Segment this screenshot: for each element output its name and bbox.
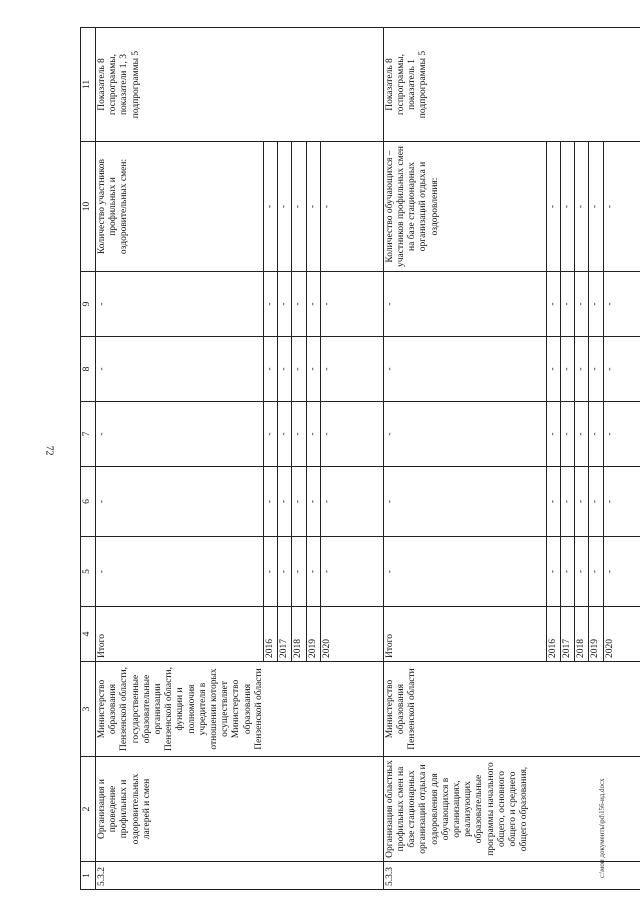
value-cell: - [264, 537, 278, 607]
value-cell: - [561, 402, 575, 467]
value-cell: - [306, 537, 320, 607]
year-cell: 2017 [278, 607, 292, 662]
value-cell: - [320, 537, 383, 607]
measure-name: Организация областных профильных смен на базе стационарных организаций отдыха и оздоровления для обучающихся в организациях, реализующих образовательные программы начального общего, основного общего и среднего общего образования, [383, 757, 640, 862]
value-cell: - [603, 537, 640, 607]
value-cell: - [306, 337, 320, 402]
header-cell: 1 [81, 862, 96, 890]
value-cell: - [546, 142, 560, 272]
value-cell: - [264, 272, 278, 337]
value-cell: - [383, 537, 546, 607]
value-cell: - [603, 142, 640, 272]
value-cell: - [292, 272, 306, 337]
value-cell: - [96, 272, 264, 337]
value-cell: - [575, 467, 589, 537]
value-cell: - [292, 402, 306, 467]
value-cell: - [546, 402, 560, 467]
value-cell: - [546, 337, 560, 402]
value-cell: - [575, 142, 589, 272]
value-cell: - [589, 337, 603, 402]
value-cell: - [292, 142, 306, 272]
value-cell: - [575, 537, 589, 607]
header-cell: 10 [81, 142, 96, 272]
value-cell: - [383, 272, 546, 337]
value-cell: - [96, 402, 264, 467]
value-cell: - [383, 337, 546, 402]
year-cell: 2020 [603, 607, 640, 662]
value-cell: - [320, 337, 383, 402]
value-cell: - [603, 402, 640, 467]
header-cell: 2 [81, 757, 96, 862]
value-cell: - [278, 467, 292, 537]
header-cell: 4 [81, 607, 96, 662]
value-cell: - [320, 402, 383, 467]
value-cell: - [320, 272, 383, 337]
value-cell: - [561, 337, 575, 402]
value-cell: - [589, 537, 603, 607]
table-row [383, 28, 546, 890]
header-row [81, 28, 96, 890]
header-cell: 3 [81, 662, 96, 757]
value-cell: - [292, 337, 306, 402]
value-cell: - [96, 537, 264, 607]
indicator-cell: Количество обучающихся – участников профильных смен на базе стационарных организаций отдыха и оздоровления: [383, 142, 546, 272]
value-cell: - [589, 402, 603, 467]
value-cell: - [575, 337, 589, 402]
value-cell: - [383, 467, 546, 537]
header-cell: 6 [81, 467, 96, 537]
year-cell: 2018 [575, 607, 589, 662]
value-cell: - [278, 337, 292, 402]
year-cell: 2016 [264, 607, 278, 662]
value-cell: - [264, 142, 278, 272]
year-cell: 2018 [292, 607, 306, 662]
year-cell: 2020 [320, 607, 383, 662]
value-cell: - [546, 537, 560, 607]
year-cell: 2019 [306, 607, 320, 662]
value-cell: - [278, 537, 292, 607]
value-cell: - [589, 142, 603, 272]
header-cell: 11 [81, 28, 96, 142]
file-path-footer: c:\мои документы\pd\156-ид.docx [598, 778, 606, 878]
value-cell: - [561, 272, 575, 337]
header-cell: 9 [81, 272, 96, 337]
indicator-cell: Количество участников профильных и оздоровительных смен: [96, 142, 264, 272]
year-cell: 2016 [546, 607, 560, 662]
link-cell: Показатель 8 госпрограммы, показатели 1, 3 подпрограммы 5 [96, 28, 384, 142]
executor: Министерство образования Пензенской области [383, 662, 640, 757]
year-cell: 2017 [561, 607, 575, 662]
value-cell: - [264, 467, 278, 537]
value-cell: - [546, 272, 560, 337]
row-number: 5.3.3 [383, 862, 640, 890]
value-cell: - [306, 272, 320, 337]
value-cell: - [603, 272, 640, 337]
value-cell: - [320, 142, 383, 272]
value-cell: - [96, 337, 264, 402]
page-number: 72 [43, 445, 55, 456]
year-cell: Итого [96, 607, 264, 662]
value-cell: - [320, 467, 383, 537]
rotated-table-wrapper [80, 28, 640, 890]
value-cell: - [264, 402, 278, 467]
header-cell: 8 [81, 337, 96, 402]
value-cell: - [561, 467, 575, 537]
value-cell: - [546, 467, 560, 537]
year-cell: Итого [383, 607, 546, 662]
value-cell: - [383, 402, 546, 467]
value-cell: - [292, 467, 306, 537]
measure-name: Организация и проведение профильных и оздоровительных лагерей и смен [96, 757, 384, 862]
value-cell: - [306, 402, 320, 467]
year-cell: 2019 [589, 607, 603, 662]
value-cell: - [603, 467, 640, 537]
value-cell: - [278, 272, 292, 337]
value-cell: - [589, 467, 603, 537]
value-cell: - [278, 402, 292, 467]
value-cell: - [575, 272, 589, 337]
header-cell: 7 [81, 402, 96, 467]
value-cell: - [292, 537, 306, 607]
value-cell: - [264, 337, 278, 402]
value-cell: - [306, 142, 320, 272]
value-cell: - [603, 337, 640, 402]
header-cell: 5 [81, 537, 96, 607]
value-cell: - [575, 402, 589, 467]
row-number: 5.3.2 [96, 862, 384, 890]
executor: Министерство образования Пензенской области, государственные образовательные организации Пензенской области, функции и полномочия учредителя в отношении которых осуществляет Министерство образования Пензенской области [96, 662, 384, 757]
value-cell: - [306, 467, 320, 537]
link-cell: Показатель 8 госпрограммы, показатель 1 подпрограммы 5 [383, 28, 640, 142]
value-cell: - [278, 142, 292, 272]
value-cell: - [561, 142, 575, 272]
value-cell: - [561, 537, 575, 607]
program-table [80, 27, 640, 890]
value-cell: - [589, 272, 603, 337]
value-cell: - [96, 467, 264, 537]
table-row [96, 28, 264, 890]
